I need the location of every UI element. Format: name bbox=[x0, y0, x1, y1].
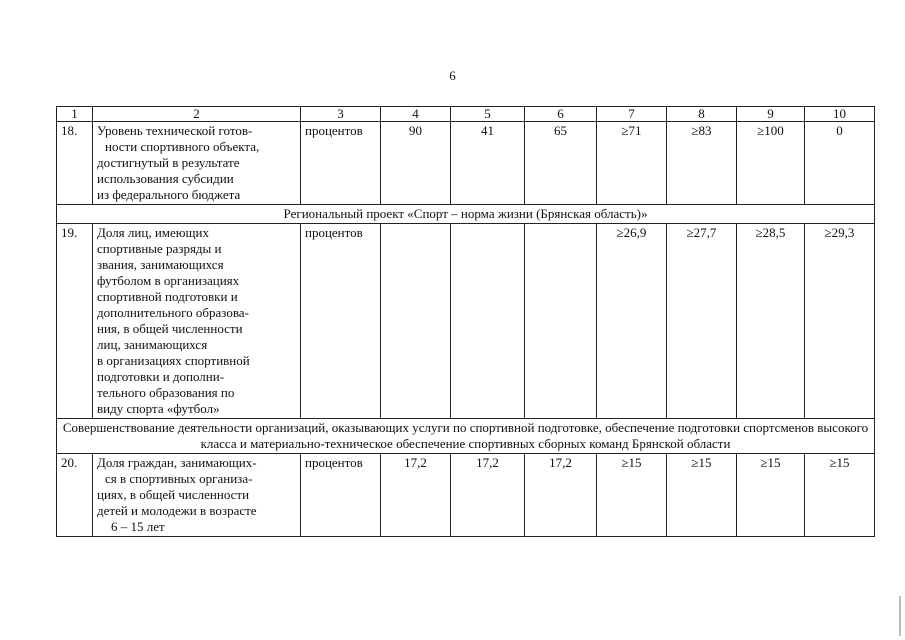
indicator-name-line: ния, в общей численности bbox=[97, 321, 243, 336]
indicator-name-line: циях, в общей численности bbox=[97, 487, 250, 502]
column-header: 3 bbox=[301, 107, 381, 122]
indicator-name-line: футболом в организациях bbox=[97, 273, 240, 288]
value-cell: ≥28,5 bbox=[737, 224, 805, 419]
indicator-name-line: детей и молодежи в возрасте bbox=[97, 503, 257, 518]
value-cell: ≥15 bbox=[805, 454, 875, 537]
value-cell: ≥83 bbox=[667, 122, 737, 205]
indicator-name-line: тельного образования по bbox=[97, 385, 235, 400]
table-row bbox=[57, 224, 875, 419]
value-cell: 17,2 bbox=[451, 454, 525, 537]
page-number: 6 bbox=[449, 68, 456, 83]
value-cell: 17,2 bbox=[525, 454, 597, 537]
column-header: 7 bbox=[597, 107, 667, 122]
value-cell: 41 bbox=[451, 122, 525, 205]
unit-cell: процентов bbox=[301, 454, 381, 537]
value-cell bbox=[451, 224, 525, 419]
section-heading: Региональный проект «Спорт – норма жизни (Брянская область)» bbox=[57, 205, 875, 224]
value-cell: ≥71 bbox=[597, 122, 667, 205]
indicator-name-line: спортивные разряды и bbox=[97, 241, 222, 256]
value-cell: ≥29,3 bbox=[805, 224, 875, 419]
indicator-name-line: звания, занимающихся bbox=[97, 257, 224, 272]
indicator-name-line: Доля граждан, занимающих- bbox=[97, 455, 257, 470]
unit-cell: процентов bbox=[301, 224, 381, 419]
section-row bbox=[57, 419, 875, 454]
value-cell: ≥100 bbox=[737, 122, 805, 205]
column-header: 10 bbox=[805, 107, 875, 122]
indicator-name-line: спортивной подготовки и bbox=[97, 289, 238, 304]
indicator-name bbox=[93, 454, 301, 537]
value-cell: ≥26,9 bbox=[597, 224, 667, 419]
indicator-name bbox=[93, 224, 301, 419]
row-number: 19. bbox=[57, 224, 93, 419]
indicator-name bbox=[93, 122, 301, 205]
scan-edge-mark bbox=[899, 596, 901, 636]
column-header: 5 bbox=[451, 107, 525, 122]
indicator-name-line: ся в спортивных организа- bbox=[105, 471, 253, 486]
column-header: 6 bbox=[525, 107, 597, 122]
value-cell bbox=[381, 224, 451, 419]
table-row bbox=[57, 122, 875, 205]
indicator-name-line: Доля лиц, имеющих bbox=[97, 225, 209, 240]
value-cell: ≥15 bbox=[597, 454, 667, 537]
row-number: 18. bbox=[57, 122, 93, 205]
row-number: 20. bbox=[57, 454, 93, 537]
column-header: 2 bbox=[93, 107, 301, 122]
table-header-row bbox=[57, 107, 875, 122]
section-heading: Совершенствование деятельности организаций, оказывающих услуги по спортивной подготовке, обеспечение подготовки спортсменов высокого класса и материально-техническое обеспечение спортивных сборных команд Брянской области bbox=[57, 419, 875, 454]
value-cell: ≥15 bbox=[667, 454, 737, 537]
indicator-name-line: использования субсидии bbox=[97, 171, 234, 186]
indicator-name-line: Уровень технической готов- bbox=[97, 123, 253, 138]
indicator-name-line: подготовки и дополни- bbox=[97, 369, 225, 384]
value-cell bbox=[525, 224, 597, 419]
table-row bbox=[57, 454, 875, 537]
indicator-name-line: в организациях спортивной bbox=[97, 353, 250, 368]
value-cell: 65 bbox=[525, 122, 597, 205]
indicator-name-line: из федерального бюджета bbox=[97, 187, 241, 202]
column-header: 1 bbox=[57, 107, 93, 122]
indicator-name-line: ности спортивного объекта, bbox=[105, 139, 260, 154]
indicator-name-line: достигнутый в результате bbox=[97, 155, 240, 170]
column-header: 4 bbox=[381, 107, 451, 122]
indicator-name-line: 6 – 15 лет bbox=[111, 519, 165, 534]
column-header: 9 bbox=[737, 107, 805, 122]
indicators-table bbox=[56, 106, 875, 537]
value-cell: 0 bbox=[805, 122, 875, 205]
value-cell: ≥27,7 bbox=[667, 224, 737, 419]
value-cell: ≥15 bbox=[737, 454, 805, 537]
column-header: 8 bbox=[667, 107, 737, 122]
indicator-name-line: виду спорта «футбол» bbox=[97, 401, 220, 416]
indicator-name-line: дополнительного образова- bbox=[97, 305, 249, 320]
section-row bbox=[57, 205, 875, 224]
value-cell: 17,2 bbox=[381, 454, 451, 537]
value-cell: 90 bbox=[381, 122, 451, 205]
indicator-name-line: лиц, занимающихся bbox=[97, 337, 208, 352]
unit-cell: процентов bbox=[301, 122, 381, 205]
